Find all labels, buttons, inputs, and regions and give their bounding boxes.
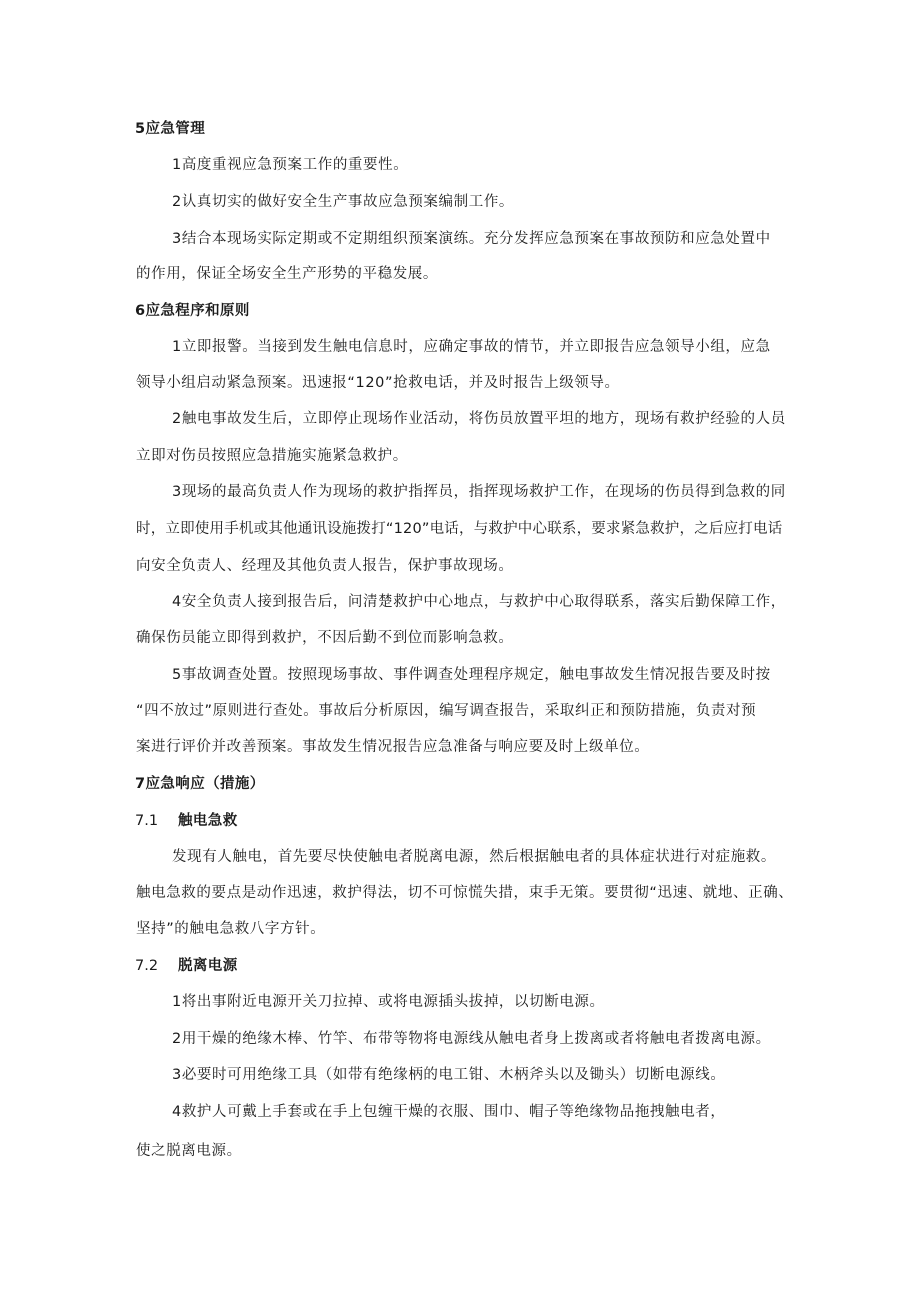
section-6-line-3: 2触电事故发生后，立即停止现场作业活动，将伤员放置平坦的地方，现场有救护经验的人员	[172, 411, 786, 427]
subsection-7-1-line-3: 坚持”的触电急救八字方针。	[136, 921, 326, 937]
subsection-7-2-line-5: 使之脱离电源。	[136, 1143, 242, 1159]
subsection-7-2-line-1: 1将出事附近电源开关刀拉掉、或将电源插头拔掉，以切断电源。	[172, 994, 605, 1010]
section-6-line-11: “四不放过”原则进行查处。事故后分析原因，编写调查报告，采取纠正和预防措施，负责对预	[136, 703, 757, 719]
section-6-line-12: 案进行评价并改善预案。事故发生情况报告应急准备与响应要及时上级单位。	[136, 739, 650, 755]
section-5-item-3-cont: 的作用，保证全场安全生产形势的平稳发展。	[136, 266, 438, 282]
subsection-7-1-number: 7.1	[135, 813, 159, 829]
subsection-7-1-line-1: 发现有人触电，首先要尽快使触电者脱离电源，然后根据触电者的具体症状进行对症施救。	[172, 849, 776, 865]
section-7-heading: 7应急响应（措施）	[135, 776, 265, 792]
section-6-heading: 6应急程序和原则	[135, 303, 250, 319]
section-5-heading: 5应急管理	[135, 121, 206, 137]
section-5-item-3: 3结合本现场实际定期或不定期组织预案演练。充分发挥应急预案在事故预防和应急处置中	[172, 231, 771, 247]
subsection-7-2-line-3: 3必要时可用绝缘工具（如带有绝缘柄的电工钳、木柄斧头以及锄头）切断电源线。	[172, 1067, 726, 1083]
section-6-line-10: 5事故调查处置。按照现场事故、事件调查处理程序规定，触电事故发生情况报告要及时按	[172, 667, 771, 683]
subsection-7-1-title: 触电急救	[178, 813, 238, 829]
subsection-7-2-number: 7.2	[135, 958, 159, 974]
section-6-line-8: 4安全负责人接到报告后，问清楚救护中心地点，与救护中心取得联系，落实后勤保障工作，	[172, 594, 786, 610]
section-5-item-1: 1高度重视应急预案工作的重要性。	[172, 157, 409, 173]
section-6-line-4: 立即对伤员按照应急措施实施紧急救护。	[136, 448, 408, 464]
subsection-7-1-line-2: 触电急救的要点是动作迅速，救护得法，切不可惊慌失措，束手无策。要贯彻“迅速、就地、正确、	[136, 885, 794, 901]
section-5-item-2: 2认真切实的做好安全生产事故应急预案编制工作。	[172, 194, 515, 210]
section-6-line-7: 向安全负责人、经理及其他负责人报告，保护事故现场。	[136, 558, 514, 574]
subsection-7-2-title: 脱离电源	[178, 958, 238, 974]
section-6-line-6: 时，立即使用手机或其他通讯设施拨打“120”电话，与救护中心联系，要求紧急救护，之后应打电话	[136, 521, 783, 537]
section-6-line-1: 1立即报警。当接到发生触电信息时，应确定事故的情节，并立即报告应急领导小组，应急	[172, 339, 771, 355]
subsection-7-2-line-2: 2用干燥的绝缘木棒、竹竿、布带等物将电源线从触电者身上拨离或者将触电者拨离电源。	[172, 1031, 771, 1047]
section-6-line-2: 领导小组启动紧急预案。迅速报“120”抢救电话，并及时报告上级领导。	[136, 375, 620, 391]
section-6-line-9: 确保伤员能立即得到救护，不因后勤不到位而影响急救。	[136, 630, 514, 646]
section-6-line-5: 3现场的最高负责人作为现场的救护指挥员，指挥现场救护工作，在现场的伤员得到急救的同	[172, 484, 786, 500]
subsection-7-2-line-4: 4救护人可戴上手套或在手上包缠干燥的衣服、围巾、帽子等绝缘物品拖拽触电者，	[172, 1104, 726, 1120]
